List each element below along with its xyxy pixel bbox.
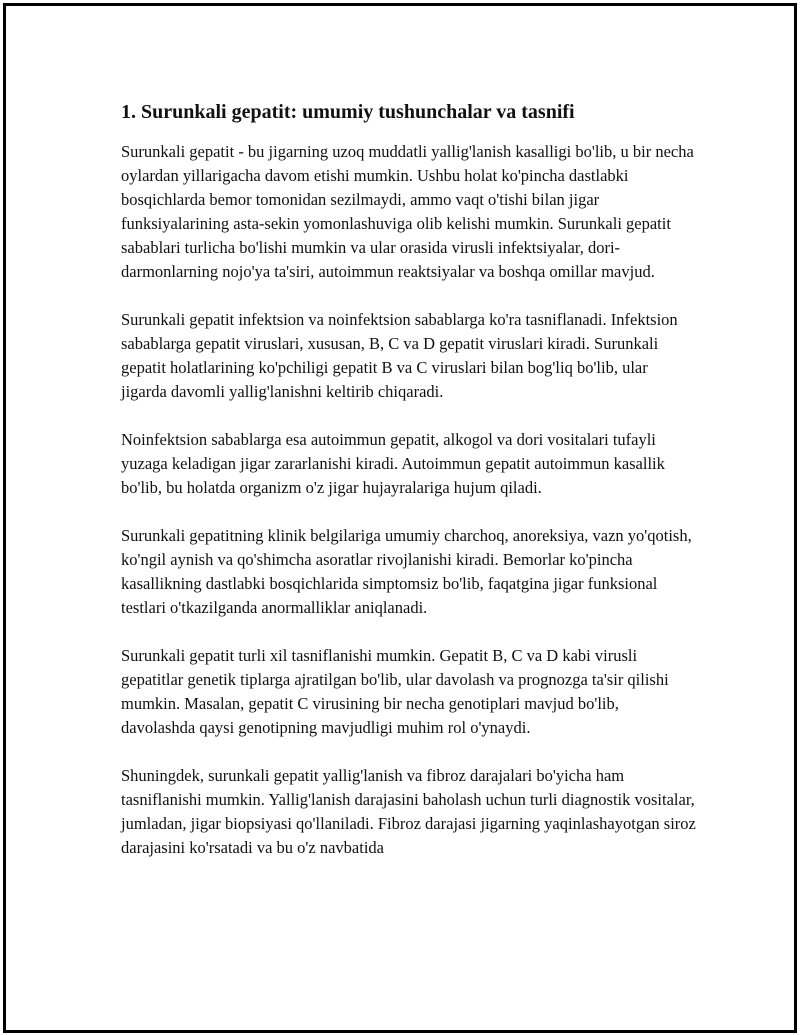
paragraph-3: Noinfektsion sabablarga esa autoimmun gepatit, alkogol va dori vositalari tufayli yuzaga keladigan jigar zararlanishi kiradi. Autoimmun gepatit autoimmun kasallik bo'lib, bu holatda organizm o'z jigar hujayralariga hujum qiladi. (121, 430, 665, 497)
page-frame (3, 3, 797, 1033)
document-body (121, 98, 696, 884)
paragraph-4: Surunkali gepatitning klinik belgilariga umumiy charchoq, anoreksiya, vazn yo'qotish, ko'ngil aynish va qo'shimcha asoratlar rivojlanishi kiradi. Bemorlar ko'pincha kasallikning dastlabki bosqichlarida simptomsiz bo'lib, faqatgina jigar funksional testlari o'tkazilganda anormalliklar aniqlanadi. (121, 526, 692, 617)
section-heading: 1. Surunkali gepatit: umumiy tushunchalar va tasnifi (121, 101, 575, 123)
paragraph-1: Surunkali gepatit - bu jigarning uzoq muddatli yallig'lanish kasalligi bo'lib, u bir necha oylardan yillarigacha davom etishi mumkin. Ushbu holat ko'pincha dastlabki bosqichlarda bemor tomonidan sezilmaydi, ammo vaqt o'tishi bilan jigar funksiyalarining asta-sekin yomonlashuviga olib kelishi mumkin. Surunkali gepatit sabablari turlicha bo'lishi mumkin va ular orasida virusli infektsiyalar, dori-darmonlarning nojo'ya ta'siri, autoimmun reaktsiyalar va boshqa omillar mavjud. (121, 142, 694, 281)
paragraph-6: Shuningdek, surunkali gepatit yallig'lanish va fibroz darajalari bo'yicha ham tasniflanishi mumkin. Yallig'lanish darajasini baholash uchun turli diagnostik vositalar, jumladan, jigar biopsiyasi qo'llaniladi. Fibroz darajasi jigarning yaqinlashayotgan siroz darajasini ko'rsatadi va bu o'z navbatida (121, 766, 696, 857)
paragraph-5: Surunkali gepatit turli xil tasniflanishi mumkin. Gepatit B, C va D kabi virusli gepatitlar genetik tiplarga ajratilgan bo'lib, ular davolash va prognozga ta'sir qilishi mumkin. Masalan, gepatit C virusining bir necha genotiplari mavjud bo'lib, davolashda qaysi genotipning mavjudligi muhim rol o'ynaydi. (121, 646, 669, 737)
paragraph-2: Surunkali gepatit infektsion va noinfektsion sabablarga ko'ra tasniflanadi. Infektsion sabablarga gepatit viruslari, xususan, B, C va D gepatit viruslari kiradi. Surunkali gepatit holatlarining ko'pchiligi gepatit B va C viruslari bilan bog'liq bo'lib, ular jigarda davomli yallig'lanishni keltirib chiqaradi. (121, 310, 678, 401)
